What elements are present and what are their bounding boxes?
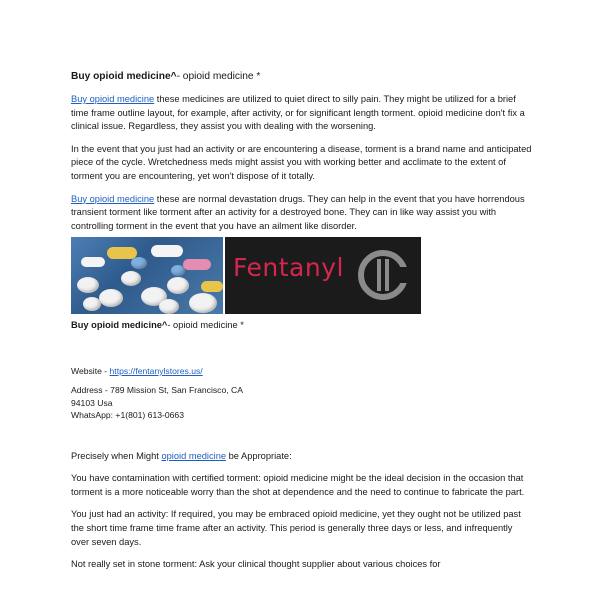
opioid-medicine-link[interactable]: opioid medicine [161, 450, 227, 461]
paragraph-3 [71, 193, 533, 234]
paragraph-5 [71, 472, 533, 499]
paragraph-7 [71, 558, 533, 572]
whatsapp-line: WhatsApp: +1(801) 613-0663 [71, 410, 184, 421]
paragraph-1-text: these medicines are utilized to quiet direct to silly pain. They might be utilized for a brief time frame outline layout, for example, after activity, or for significant length torment. opioid medicine don't fix a clinical issue. Regardless, they assist you with dealing with the worsening. [71, 94, 525, 132]
paragraph-6 [71, 508, 533, 549]
title-bold: Buy opioid medicine^ [71, 71, 177, 82]
paragraph-2 [71, 143, 533, 184]
paragraph-3-text: these are normal devastation drugs. They can help in the event that you have horrendous transient torment like torment after an activity for a destroyed bone. They can in like way assist you with controlling torment in the event that you have an ailment like disorder. [71, 193, 525, 231]
fentanyl-banner-image [225, 237, 421, 314]
paragraph-4-before: Precisely when Might [71, 450, 162, 461]
title-sub: - opioid medicine * [176, 71, 261, 82]
page-title [71, 70, 533, 83]
paragraph-2-text: In the event that you just had an activity or are encountering a disease, torment is a brand name and anticipated piece of the cycle. Wretchedness meds might assist you with working better and acclimate to the extent of torment you are encountering, yet won't dispose of it totally. [71, 143, 532, 181]
caption-sub: - opioid medicine * [167, 320, 244, 331]
paragraph-1 [71, 93, 533, 134]
paragraph-6-text: You just had an activity: If required, you may be embraced opioid medicine, yet they ought not be utilized past the short time frame time frame after an activity. This period is generally three days or less, and infrequently over seven days. [71, 509, 521, 547]
zip-line: 94103 Usa [71, 397, 113, 408]
paragraph-4-after: be Appropriate: [226, 450, 292, 461]
website-line [71, 365, 533, 377]
circle-c-logo-icon [353, 237, 413, 314]
caption-bold: Buy opioid medicine^ [71, 320, 168, 331]
pills-image [71, 237, 223, 314]
contact-block [71, 365, 533, 422]
address-line: Address - 789 Mission St, San Francisco, CA [71, 385, 243, 396]
section-2 [71, 450, 533, 572]
website-label: Website - [71, 365, 110, 376]
fentanyl-word: Fentanyl [233, 253, 344, 283]
paragraph-4 [71, 450, 533, 464]
image-row [71, 237, 533, 314]
paragraph-7-text: Not really set in stone torment: Ask your clinical thought supplier about various choices for [71, 559, 441, 570]
buy-opioid-link-2[interactable]: Buy opioid medicine [71, 193, 155, 204]
buy-opioid-link-1[interactable]: Buy opioid medicine [71, 94, 155, 104]
website-link[interactable]: https://fentanylstores.us/ [109, 365, 203, 376]
document-body [71, 70, 533, 581]
paragraph-5-text: You have contamination with certified torment: opioid medicine might be the ideal decision in the occasion that torment is a more noticeable worry than the shot at dependence and the need to continue to fabricate the part. [71, 473, 525, 497]
image-caption [71, 319, 533, 333]
